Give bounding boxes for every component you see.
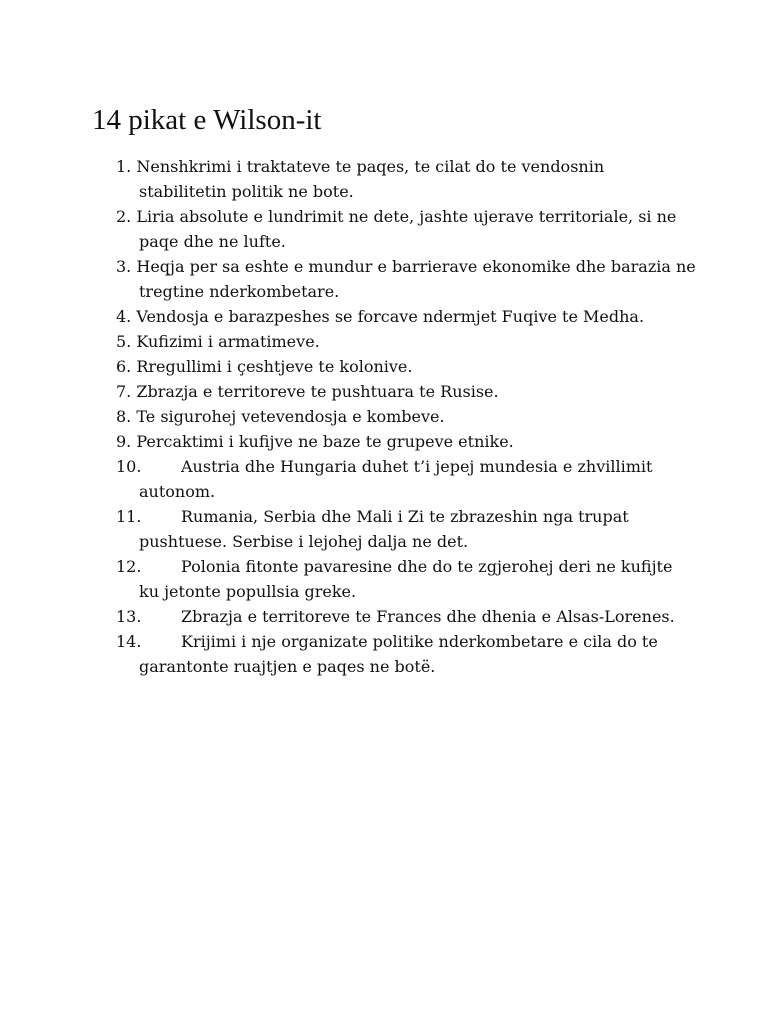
list-item (116, 304, 696, 329)
list-item (116, 629, 696, 679)
point-text: Rregullimi i çeshtjeve te kolonive. (136, 357, 413, 376)
document-title: 14 pikat e Wilson-it (92, 104, 322, 136)
list-item (116, 354, 696, 379)
point-text: Te sigurohej vetevendosja e kombeve. (136, 407, 445, 426)
point-number: 8. (116, 407, 132, 426)
point-number: 7. (116, 382, 132, 401)
point-text: Zbrazja e territoreve te Frances dhe dhenia e Alsas-Lorenes. (181, 607, 675, 626)
point-number: 3. (116, 257, 132, 276)
point-text: Heqja per sa eshte e mundur e barrierave ekonomike dhe barazia ne tregtine nderkombetare. (136, 257, 696, 301)
point-text: Austria dhe Hungaria duhet t’i jepej mundesia e zhvillimit autonom. (139, 457, 653, 501)
list-item (116, 454, 696, 504)
point-number: 9. (116, 432, 132, 451)
list-item (116, 204, 696, 254)
point-text: Liria absolute e lundrimit ne dete, jashte ujerave territoriale, si ne paqe dhe ne lufte. (136, 207, 677, 251)
point-number: 11. (116, 507, 142, 526)
list-item (116, 429, 696, 454)
list-item (116, 504, 696, 554)
point-text: Polonia fitonte pavaresine dhe do te zgjerohej deri ne kufijte ku jetonte popullsia greke. (139, 557, 673, 601)
point-text: Krijimi i nje organizate politike nderkombetare e cila do te garantonte ruajtjen e paqes ne botë. (139, 632, 658, 676)
list-item (116, 379, 696, 404)
list-item (116, 154, 696, 204)
list-item (116, 329, 696, 354)
point-text: Rumania, Serbia dhe Mali i Zi te zbrazeshin nga trupat pushtuese. Serbise i lejohej dalja ne det. (139, 507, 629, 551)
point-number: 14. (116, 632, 142, 651)
point-number: 13. (116, 607, 142, 626)
point-number: 5. (116, 332, 132, 351)
point-text: Zbrazja e territoreve te pushtuara te Rusise. (136, 382, 499, 401)
point-number: 6. (116, 357, 132, 376)
point-number: 12. (116, 557, 142, 576)
point-text: Percaktimi i kufijve ne baze te grupeve etnike. (136, 432, 514, 451)
point-number: 4. (116, 307, 132, 326)
point-number: 1. (116, 157, 132, 176)
point-number: 10. (116, 457, 142, 476)
point-text: Vendosja e barazpeshes se forcave ndermjet Fuqive te Medha. (136, 307, 645, 326)
list-item (116, 604, 696, 629)
list-item (116, 254, 696, 304)
point-text: Kufizimi i armatimeve. (136, 332, 320, 351)
point-number: 2. (116, 207, 132, 226)
list-item (116, 554, 696, 604)
list-item (116, 404, 696, 429)
point-text: Nenshkrimi i traktateve te paqes, te cilat do te vendosnin stabilitetin politik ne bote. (136, 157, 605, 201)
wilson-points-list (116, 154, 696, 679)
